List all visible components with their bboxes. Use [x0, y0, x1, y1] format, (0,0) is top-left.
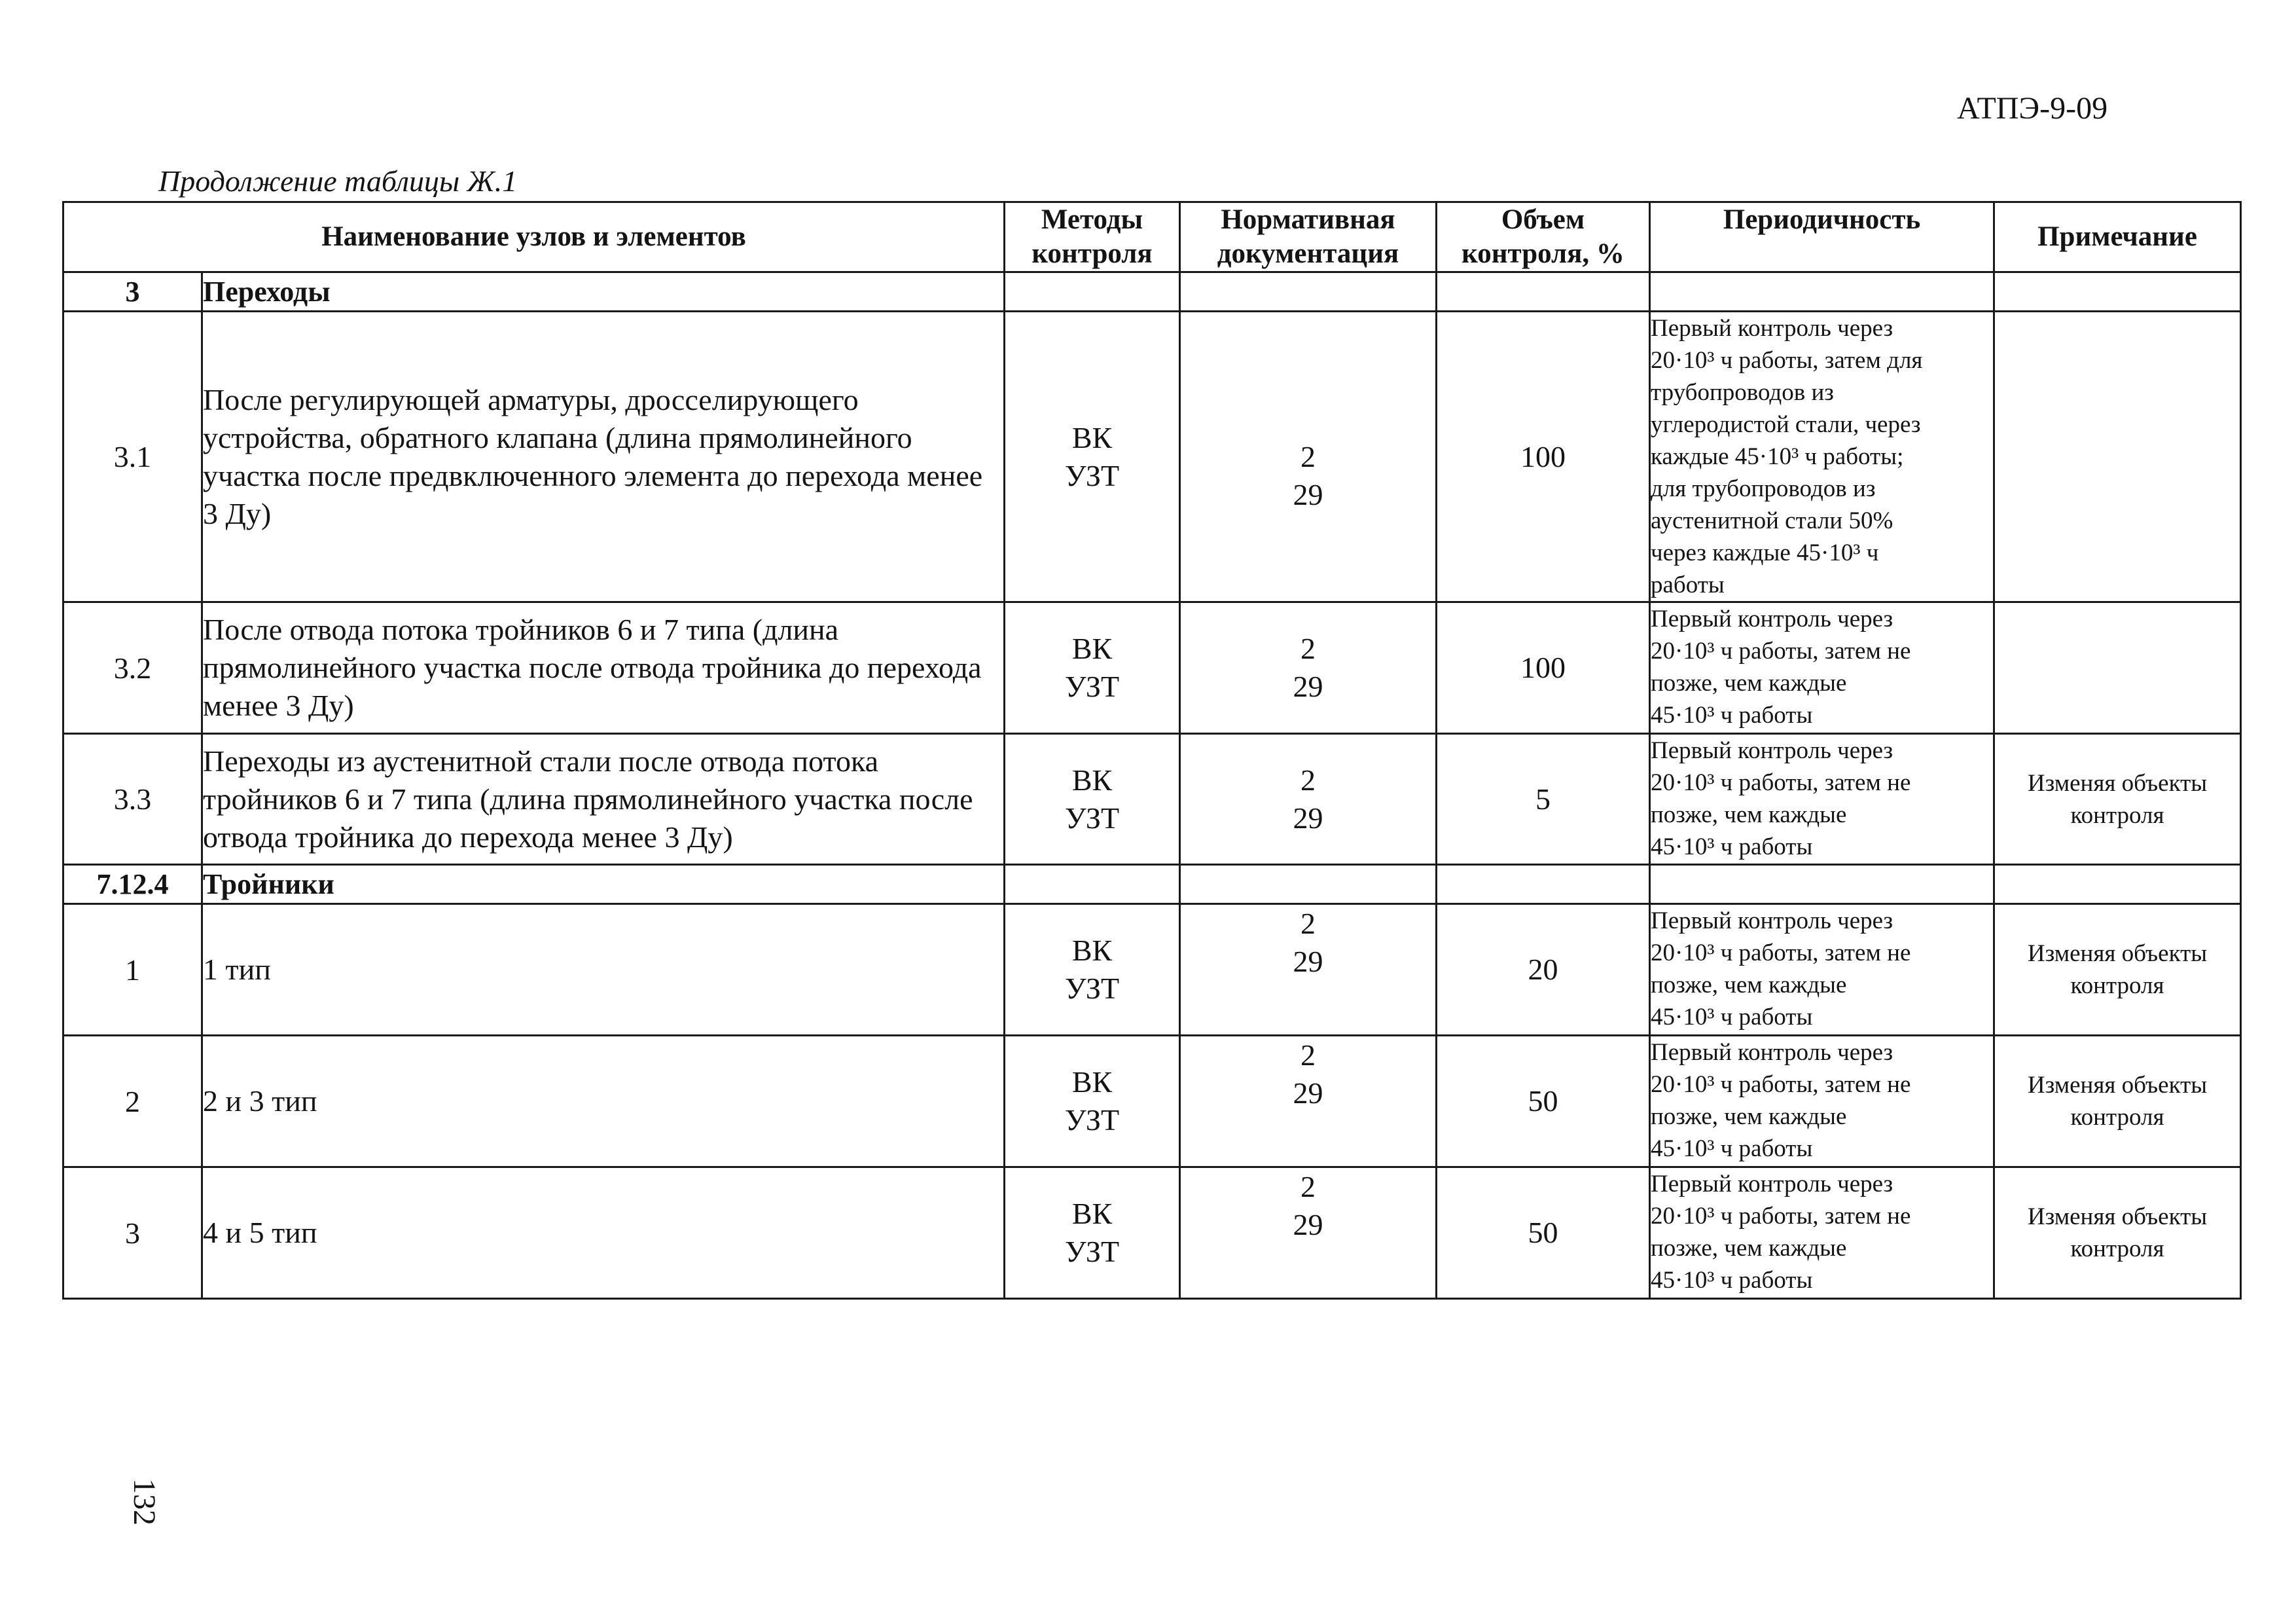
row-volume: 50 [1437, 1167, 1650, 1299]
period-line: каждые 45·10³ ч работы; [1651, 443, 1904, 470]
method-value: УЗТ [1064, 1103, 1120, 1137]
period-line: 20·10³ ч работы, затем не [1651, 769, 1911, 796]
period-line: углеродистой стали, через [1651, 411, 1921, 438]
method-value: ВК [1071, 763, 1113, 797]
row-name: 4 и 5 тип [202, 1167, 1005, 1299]
period-line: Первый контроль через [1651, 737, 1893, 764]
row-methods [1005, 312, 1180, 602]
period-line: позже, чем каждые [1651, 670, 1847, 697]
col-header-docs [1180, 202, 1437, 272]
section-row [63, 865, 2241, 904]
note-line: контроля [2070, 972, 2164, 999]
table-caption: Продолжение таблицы Ж.1 [158, 164, 518, 198]
method-value: УЗТ [1064, 670, 1120, 703]
row-name: 2 и 3 тип [202, 1036, 1005, 1167]
col-header-volume [1437, 202, 1650, 272]
row-number: 3.2 [63, 602, 202, 734]
doc-value: 29 [1293, 670, 1323, 703]
doc-value: 2 [1300, 763, 1316, 797]
period-line: 20·10³ ч работы, затем не [1651, 1071, 1911, 1098]
note-line: контроля [2070, 801, 2164, 829]
period-line: 20·10³ ч работы, затем не [1651, 939, 1911, 966]
method-value: УЗТ [1064, 458, 1120, 492]
period-line: 45·10³ ч работы [1651, 833, 1813, 860]
doc-value: 2 [1300, 1038, 1316, 1072]
row-period [1650, 734, 1994, 865]
table-row [63, 1036, 2241, 1167]
row-docs [1180, 1036, 1437, 1167]
period-line: Первый контроль через [1651, 315, 1893, 342]
period-line: позже, чем каждые [1651, 1235, 1847, 1262]
col-header-methods-line: Методы [1041, 204, 1143, 235]
row-methods [1005, 1167, 1180, 1299]
doc-value: 29 [1293, 945, 1323, 978]
note-line: Изменяя объекты [2027, 1072, 2208, 1099]
period-line: через каждые 45·10³ ч [1651, 539, 1879, 566]
row-methods [1005, 734, 1180, 865]
row-methods [1005, 602, 1180, 734]
period-line: позже, чем каждые [1651, 972, 1847, 998]
doc-value: 2 [1300, 1170, 1316, 1203]
table-row [63, 602, 2241, 734]
col-header-volume-line: Объем [1501, 204, 1585, 235]
section-number: 3 [63, 272, 202, 312]
method-value: УЗТ [1064, 972, 1120, 1005]
period-line: 20·10³ ч работы, затем не [1651, 638, 1911, 665]
row-docs [1180, 312, 1437, 602]
table-row [63, 734, 2241, 865]
row-note [1994, 602, 2241, 734]
note-line: контроля [2070, 1104, 2164, 1131]
method-value: ВК [1071, 1197, 1113, 1230]
period-line: позже, чем каждые [1651, 1103, 1847, 1130]
period-line: аустенитной стали 50% [1651, 507, 1893, 534]
section-title: Переходы [202, 272, 1005, 312]
table-row [63, 1167, 2241, 1299]
period-line: 45·10³ ч работы [1651, 702, 1813, 729]
col-header-methods [1005, 202, 1180, 272]
row-number: 3.1 [63, 312, 202, 602]
period-line: для трубопроводов из [1651, 475, 1876, 502]
method-value: ВК [1071, 1065, 1113, 1099]
row-period [1650, 312, 1994, 602]
method-value: УЗТ [1064, 1235, 1120, 1268]
section-number: 7.12.4 [63, 865, 202, 904]
period-line: позже, чем каждые [1651, 801, 1847, 828]
col-header-name: Наименование узлов и элементов [63, 202, 1005, 272]
row-note [1994, 734, 2241, 865]
col-header-period: Периодичность [1650, 202, 1994, 272]
period-line: Первый контроль через [1651, 1039, 1893, 1066]
period-line: 45·10³ ч работы [1651, 1267, 1813, 1294]
row-note [1994, 312, 2241, 602]
doc-value: 2 [1300, 632, 1316, 665]
header-row [63, 202, 2241, 272]
control-table [62, 201, 2242, 1300]
row-number: 3 [63, 1167, 202, 1299]
note-line: контроля [2070, 1235, 2164, 1262]
row-volume: 100 [1437, 602, 1650, 734]
col-header-docs-line: Нормативная [1221, 204, 1395, 235]
row-name: Переходы из аустенитной стали после отвода потока тройников 6 и 7 типа (длина прямолинейного участка после отвода тройника до перехода менее 3 Ду) [202, 734, 1005, 865]
note-line: Изменяя объекты [2027, 1203, 2208, 1230]
row-name: После отвода потока тройников 6 и 7 типа (длина прямолинейного участка после отвода тройника до перехода менее 3 Ду) [202, 602, 1005, 734]
period-line: работы [1651, 572, 1725, 598]
row-note [1994, 904, 2241, 1036]
note-line: Изменяя объекты [2027, 940, 2208, 967]
row-docs [1180, 904, 1437, 1036]
row-number: 2 [63, 1036, 202, 1167]
row-docs [1180, 1167, 1437, 1299]
method-value: ВК [1071, 934, 1113, 967]
period-line: 45·10³ ч работы [1651, 1004, 1813, 1030]
page-number: 132 [127, 1478, 162, 1525]
period-line: Первый контроль через [1651, 1171, 1893, 1197]
section-row [63, 272, 2241, 312]
section-title: Тройники [202, 865, 1005, 904]
row-methods [1005, 1036, 1180, 1167]
doc-value: 2 [1300, 907, 1316, 940]
row-volume: 20 [1437, 904, 1650, 1036]
row-note [1994, 1167, 2241, 1299]
method-value: ВК [1071, 420, 1113, 454]
col-header-docs-line: документация [1217, 238, 1399, 269]
method-value: УЗТ [1064, 801, 1120, 835]
document-code: АТПЭ-9-09 [1957, 91, 2108, 126]
row-volume: 50 [1437, 1036, 1650, 1167]
doc-value: 29 [1293, 1208, 1323, 1241]
row-name: После регулирующей арматуры, дросселирующего устройства, обратного клапана (длина прямолинейного участка после предвключенного элемента до перехода менее 3 Ду) [202, 312, 1005, 602]
row-period [1650, 602, 1994, 734]
col-header-volume-line: контроля, % [1462, 238, 1624, 269]
period-line: 45·10³ ч работы [1651, 1135, 1813, 1162]
row-period [1650, 1167, 1994, 1299]
row-period [1650, 1036, 1994, 1167]
row-number: 1 [63, 904, 202, 1036]
row-methods [1005, 904, 1180, 1036]
period-line: Первый контроль через [1651, 606, 1893, 632]
doc-value: 2 [1300, 439, 1316, 473]
period-line: 20·10³ ч работы, затем не [1651, 1203, 1911, 1230]
row-volume: 100 [1437, 312, 1650, 602]
note-line: Изменяя объекты [2027, 769, 2208, 797]
period-line: 20·10³ ч работы, затем для [1651, 347, 1923, 374]
doc-value: 29 [1293, 801, 1323, 835]
doc-value: 29 [1293, 477, 1323, 511]
table-row [63, 904, 2241, 1036]
doc-value: 29 [1293, 1076, 1323, 1110]
table-row [63, 312, 2241, 602]
row-docs [1180, 734, 1437, 865]
row-docs [1180, 602, 1437, 734]
row-volume: 5 [1437, 734, 1650, 865]
row-period [1650, 904, 1994, 1036]
period-line: Первый контроль через [1651, 907, 1893, 934]
row-note [1994, 1036, 2241, 1167]
period-line: трубопроводов из [1651, 379, 1834, 406]
col-header-note: Примечание [1994, 202, 2241, 272]
row-name: 1 тип [202, 904, 1005, 1036]
row-number: 3.3 [63, 734, 202, 865]
col-header-methods-line: контроля [1031, 238, 1153, 269]
method-value: ВК [1071, 632, 1113, 665]
